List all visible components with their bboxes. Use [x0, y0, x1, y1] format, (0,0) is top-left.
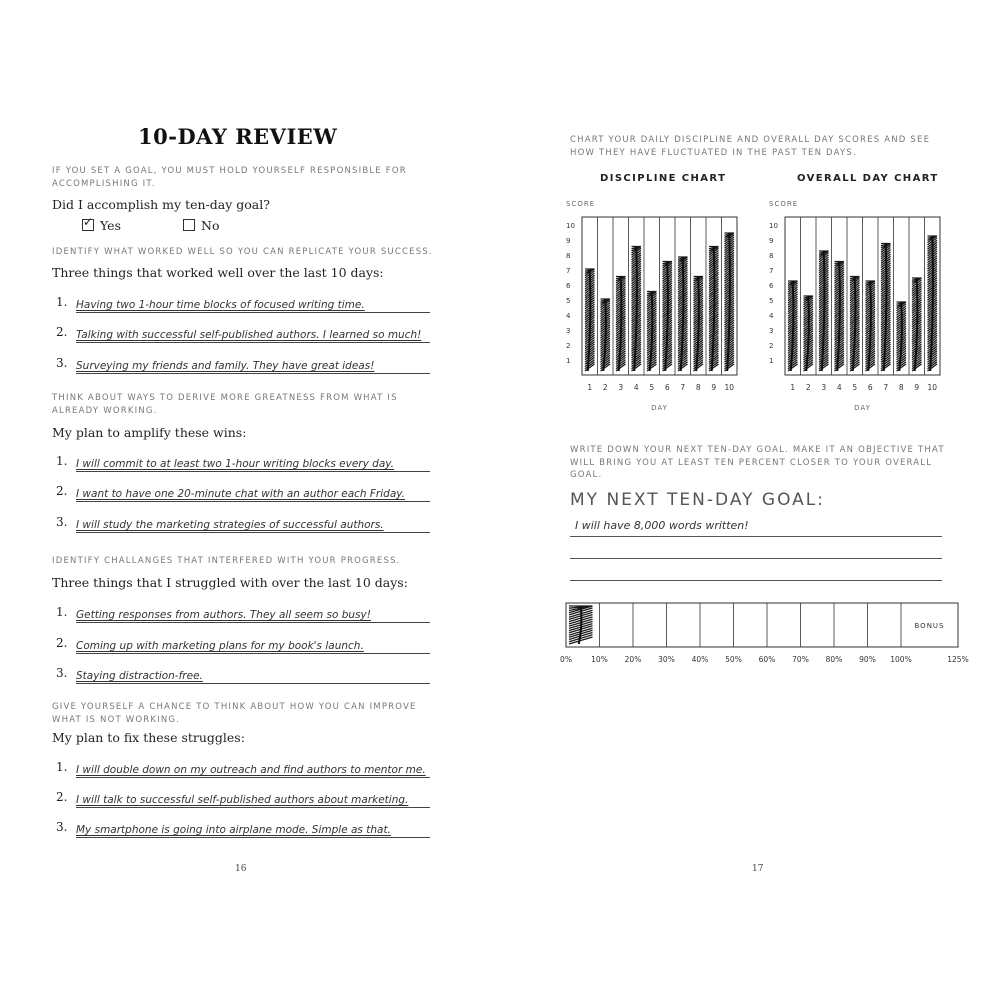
progress-tick: 100% [890, 655, 912, 664]
overall-xtick: 8 [898, 383, 904, 392]
progress-chart [555, 600, 969, 670]
discipline-xlabel: DAY [651, 404, 668, 412]
discipline-bar [647, 292, 657, 372]
section2-caption: THINK ABOUT WAYS TO DERIVE MORE GREATNESS FROM WHAT IS ALREADY WORKING. [52, 393, 398, 416]
overall-ytick: 5 [769, 297, 774, 305]
discipline-bar [632, 247, 642, 372]
discipline-bar [709, 247, 719, 372]
discipline-bar [678, 257, 688, 371]
overall-day-chart [763, 195, 958, 415]
progress-tick: 10% [591, 655, 608, 664]
section1-caption: IDENTIFY WHAT WORKED WELL SO YOU CAN REPLICATE YOUR SUCCESS. [52, 247, 433, 257]
progress-tick: 80% [825, 655, 843, 664]
section4-caption: GIVE YOURSELF A CHANCE TO THINK ABOUT HOW YOU CAN IMPROVE WHAT IS NOT WORKING. [52, 702, 417, 725]
discipline-xtick: 6 [664, 383, 670, 392]
overall-ytick: 2 [769, 342, 774, 350]
discipline-ytick: 7 [566, 267, 571, 275]
overall-ytick: 1 [769, 357, 774, 365]
overall-chart-title: OVERALL DAY CHART [797, 173, 939, 184]
discipline-bar [616, 277, 626, 372]
discipline-ytick: 9 [566, 237, 571, 245]
overall-ytick: 8 [769, 252, 774, 260]
overall-bar [850, 277, 860, 372]
section4-prompt: My plan to fix these struggles: [52, 730, 245, 745]
overall-bar [912, 278, 922, 371]
section3-prompt: Three things that I struggled with over the last 10 days: [52, 575, 408, 590]
progress-tick: 20% [624, 655, 642, 664]
section3-item-1[interactable]: 1. Getting responses from authors. They all seem so busy! [56, 603, 430, 623]
overall-xtick: 7 [883, 383, 889, 392]
discipline-ytick: 6 [566, 282, 571, 290]
overall-bar [866, 281, 876, 371]
progress-tick: 50% [725, 655, 742, 664]
discipline-xtick: 9 [711, 383, 717, 392]
section3-item-2[interactable]: 2. Coming up with marketing plans for my book's launch. [56, 634, 430, 654]
next-goal-title: MY NEXT TEN-DAY GOAL: [570, 490, 825, 510]
chart-intro-caption: CHART YOUR DAILY DISCIPLINE AND OVERALL DAY SCORES AND SEE HOW THEY HAVE FLUCTUATED IN THE PAST TEN DAYS. [570, 135, 931, 158]
discipline-ytick: 5 [566, 297, 571, 305]
goal-line-1 [570, 536, 942, 537]
discipline-xtick: 3 [618, 383, 624, 392]
section1-item-3[interactable]: 3. Surveying my friends and family. They have great ideas! [56, 354, 430, 374]
overall-ytick: 6 [769, 282, 774, 290]
overall-xlabel: DAY [854, 404, 871, 412]
progress-tick: 0% [560, 655, 572, 664]
section3-item-3[interactable]: 3. Staying distraction-free. [56, 664, 430, 684]
overall-ytick: 7 [769, 267, 774, 275]
overall-xtick: 10 [927, 383, 938, 392]
progress-tick: 90% [859, 655, 876, 664]
intro-caption: IF YOU SET A GOAL, YOU MUST HOLD YOURSELF RESPONSIBLE FOR ACCOMPLISHING IT. [52, 166, 407, 189]
progress-tick: 30% [658, 655, 675, 664]
overall-ytick: 4 [769, 312, 774, 320]
discipline-xtick: 10 [724, 383, 735, 392]
section2-item-1[interactable]: 1. I will commit to at least two 1-hour writing blocks every day. [56, 452, 430, 472]
no-checkbox[interactable] [183, 219, 195, 231]
overall-xtick: 4 [836, 383, 842, 392]
discipline-xtick: 1 [587, 383, 593, 392]
bonus-label: BONUS [914, 622, 945, 630]
discipline-ytick: 1 [566, 357, 571, 365]
overall-bar [819, 251, 829, 371]
no-label: No [201, 218, 220, 233]
section4-item-3[interactable]: 3. My smartphone is going into airplane mode. Simple as that. [56, 818, 430, 838]
progress-tick: 70% [792, 655, 809, 664]
section4-item-2[interactable]: 2. I will talk to successful self-published authors about marketing. [56, 788, 430, 808]
yes-checkbox[interactable] [82, 219, 94, 231]
overall-xtick: 5 [852, 383, 858, 392]
discipline-ylabel: SCORE [566, 200, 596, 208]
discipline-chart-title: DISCIPLINE CHART [600, 173, 727, 184]
goal-intro-caption: WRITE DOWN YOUR NEXT TEN-DAY GOAL. MAKE IT AN OBJECTIVE THAT WILL BRING YOU AT LEAST TEN PERCENT CLOSER TO YOUR OVERALL GOAL. [570, 445, 945, 480]
overall-xtick: 9 [914, 383, 920, 392]
discipline-ytick: 10 [566, 222, 575, 230]
progress-tick: 40% [691, 655, 709, 664]
section4-item-1[interactable]: 1. I will double down on my outreach and find authors to mentor me. [56, 758, 430, 778]
goal-line-2 [570, 558, 942, 559]
section1-item-1[interactable]: 1. Having two 1-hour time blocks of focused writing time. [56, 293, 430, 313]
goal-question: Did I accomplish my ten-day goal? [52, 197, 270, 212]
section2-item-3[interactable]: 3. I will study the marketing strategies of successful authors. [56, 513, 430, 533]
discipline-ytick: 3 [566, 327, 571, 335]
section2-prompt: My plan to amplify these wins: [52, 425, 247, 440]
discipline-bar [601, 299, 611, 371]
discipline-xtick: 5 [649, 383, 655, 392]
yes-option[interactable] [82, 218, 121, 233]
page-number-left: 16 [235, 864, 247, 874]
discipline-ytick: 4 [566, 312, 571, 320]
progress-fill [569, 606, 593, 644]
overall-bar [928, 236, 938, 371]
overall-xtick: 6 [867, 383, 873, 392]
section1-prompt: Three things that worked well over the last 10 days: [52, 265, 384, 280]
overall-xtick: 3 [821, 383, 827, 392]
overall-bar [804, 296, 814, 371]
discipline-xtick: 4 [633, 383, 639, 392]
goal-line-3 [570, 580, 942, 581]
overall-xtick: 2 [805, 383, 811, 392]
section2-item-2[interactable]: 2. I want to have one 20-minute chat with an author each Friday. [56, 482, 430, 502]
yes-label: Yes [100, 218, 121, 233]
discipline-bar [725, 233, 735, 371]
overall-ylabel: SCORE [769, 200, 799, 208]
next-goal-answer[interactable]: I will have 8,000 words written! [575, 519, 749, 532]
overall-ytick: 10 [769, 222, 778, 230]
overall-xtick: 1 [790, 383, 796, 392]
progress-tick: 125% [947, 655, 969, 664]
discipline-ytick: 2 [566, 342, 571, 350]
section3-caption: IDENTIFY CHALLANGES THAT INTERFERED WITH YOUR PROGRESS. [52, 556, 401, 566]
discipline-xtick: 2 [602, 383, 608, 392]
discipline-chart [560, 195, 755, 415]
progress-tick: 60% [758, 655, 776, 664]
overall-bar [897, 302, 907, 371]
discipline-bar [585, 269, 595, 371]
overall-bar [881, 244, 891, 372]
overall-ytick: 3 [769, 327, 774, 335]
page-title: 10-DAY REVIEW [138, 124, 338, 149]
discipline-xtick: 7 [680, 383, 686, 392]
overall-ytick: 9 [769, 237, 774, 245]
no-option[interactable] [183, 218, 219, 233]
section1-item-2[interactable]: 2. Talking with successful self-published authors. I learned so much! [56, 323, 430, 343]
discipline-bar [694, 277, 704, 372]
discipline-xtick: 8 [695, 383, 701, 392]
page-number-right: 17 [752, 864, 764, 874]
progress-frame [566, 603, 958, 647]
overall-bar [788, 281, 798, 371]
discipline-ytick: 8 [566, 252, 571, 260]
discipline-bar [663, 262, 673, 372]
overall-bar [835, 262, 845, 372]
